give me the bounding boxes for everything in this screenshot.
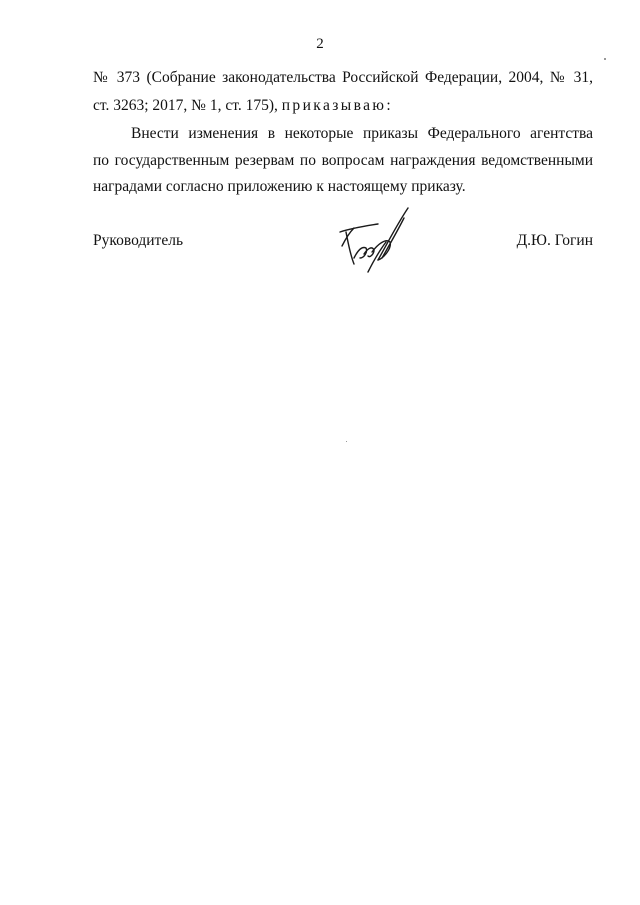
paragraph-2-line-2: по государственным резервам по вопросам награждения ведомственными: [93, 152, 593, 169]
paragraph-1-line-1: № 373 (Собрание законодательства Российской Федерации, 2004, № 31,: [93, 69, 593, 86]
order-keyword: приказываю:: [281, 97, 394, 114]
paragraph-1-line-2-prefix: ст. 3263; 2017, № 1, ст. 175),: [93, 97, 278, 114]
scan-speck: [346, 441, 347, 442]
handwritten-signature: [332, 202, 416, 278]
paragraph-1-line-2: [93, 96, 593, 116]
signatory-title: Руководитель: [93, 232, 184, 249]
paragraph-2-line-1: Внести изменения в некоторые приказы Федерального агентства: [131, 125, 593, 142]
paragraph-2-line-3: наградами согласно приложению к настоящему приказу.: [93, 178, 466, 195]
page-number: 2: [316, 36, 324, 52]
signatory-name: Д.Ю. Гогин: [516, 232, 593, 249]
scan-speck: [604, 58, 606, 60]
